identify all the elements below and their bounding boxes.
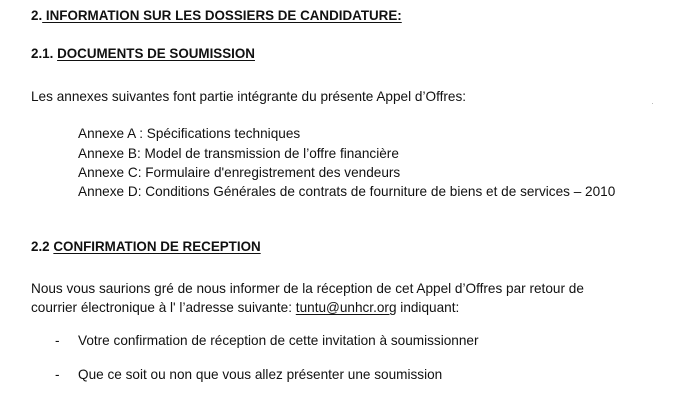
paragraph-text: courrier électronique à l' l’adresse suivante: — [31, 300, 296, 315]
section-2-2-title: CONFIRMATION DE RECEPTION — [53, 239, 261, 254]
email-link[interactable]: tuntu@unhcr.org — [295, 300, 397, 315]
section-2-1-title: DOCUMENTS DE SOUMISSION — [57, 46, 255, 61]
section-2-2-number: 2.2 — [31, 239, 50, 254]
annex-item: Annexe B: Model de transmission de l’offre financière — [78, 146, 399, 161]
section-2-2-paragraph-line-1: Nous vous saurions gré de nous informer de la réception de cet Appel d’Offres par retour de — [31, 281, 584, 296]
annex-item: Annexe D: Conditions Générales de contrats de fourniture de biens et de services – 2010 — [78, 184, 616, 199]
section-2-1-intro: Les annexes suivantes font partie intégrante du présente Appel d’Offres: — [31, 89, 467, 104]
scan-speck — [652, 103, 653, 104]
section-2-1-number: 2.1. — [31, 46, 54, 61]
annex-item: Annexe A : Spécifications techniques — [78, 126, 301, 141]
paragraph-text: indiquant: — [396, 300, 460, 315]
section-2-1-heading — [31, 45, 255, 62]
bullet-item: Votre confirmation de réception de cette invitation à soumissionner — [78, 333, 479, 348]
section-2-2-paragraph-line-2 — [31, 299, 459, 316]
bullet-marker: - — [55, 333, 60, 348]
section-2-heading — [31, 7, 402, 24]
annex-item: Annexe C: Formulaire d'enregistrement des vendeurs — [78, 165, 401, 180]
bullet-item: Que ce soit ou non que vous allez présenter une soumission — [78, 367, 443, 382]
bullet-marker: - — [55, 367, 60, 382]
section-2-2-heading — [31, 238, 261, 255]
section-2-title: INFORMATION SUR LES DOSSIERS DE CANDIDATURE: — [42, 8, 402, 23]
section-2-number: 2. — [31, 8, 43, 23]
